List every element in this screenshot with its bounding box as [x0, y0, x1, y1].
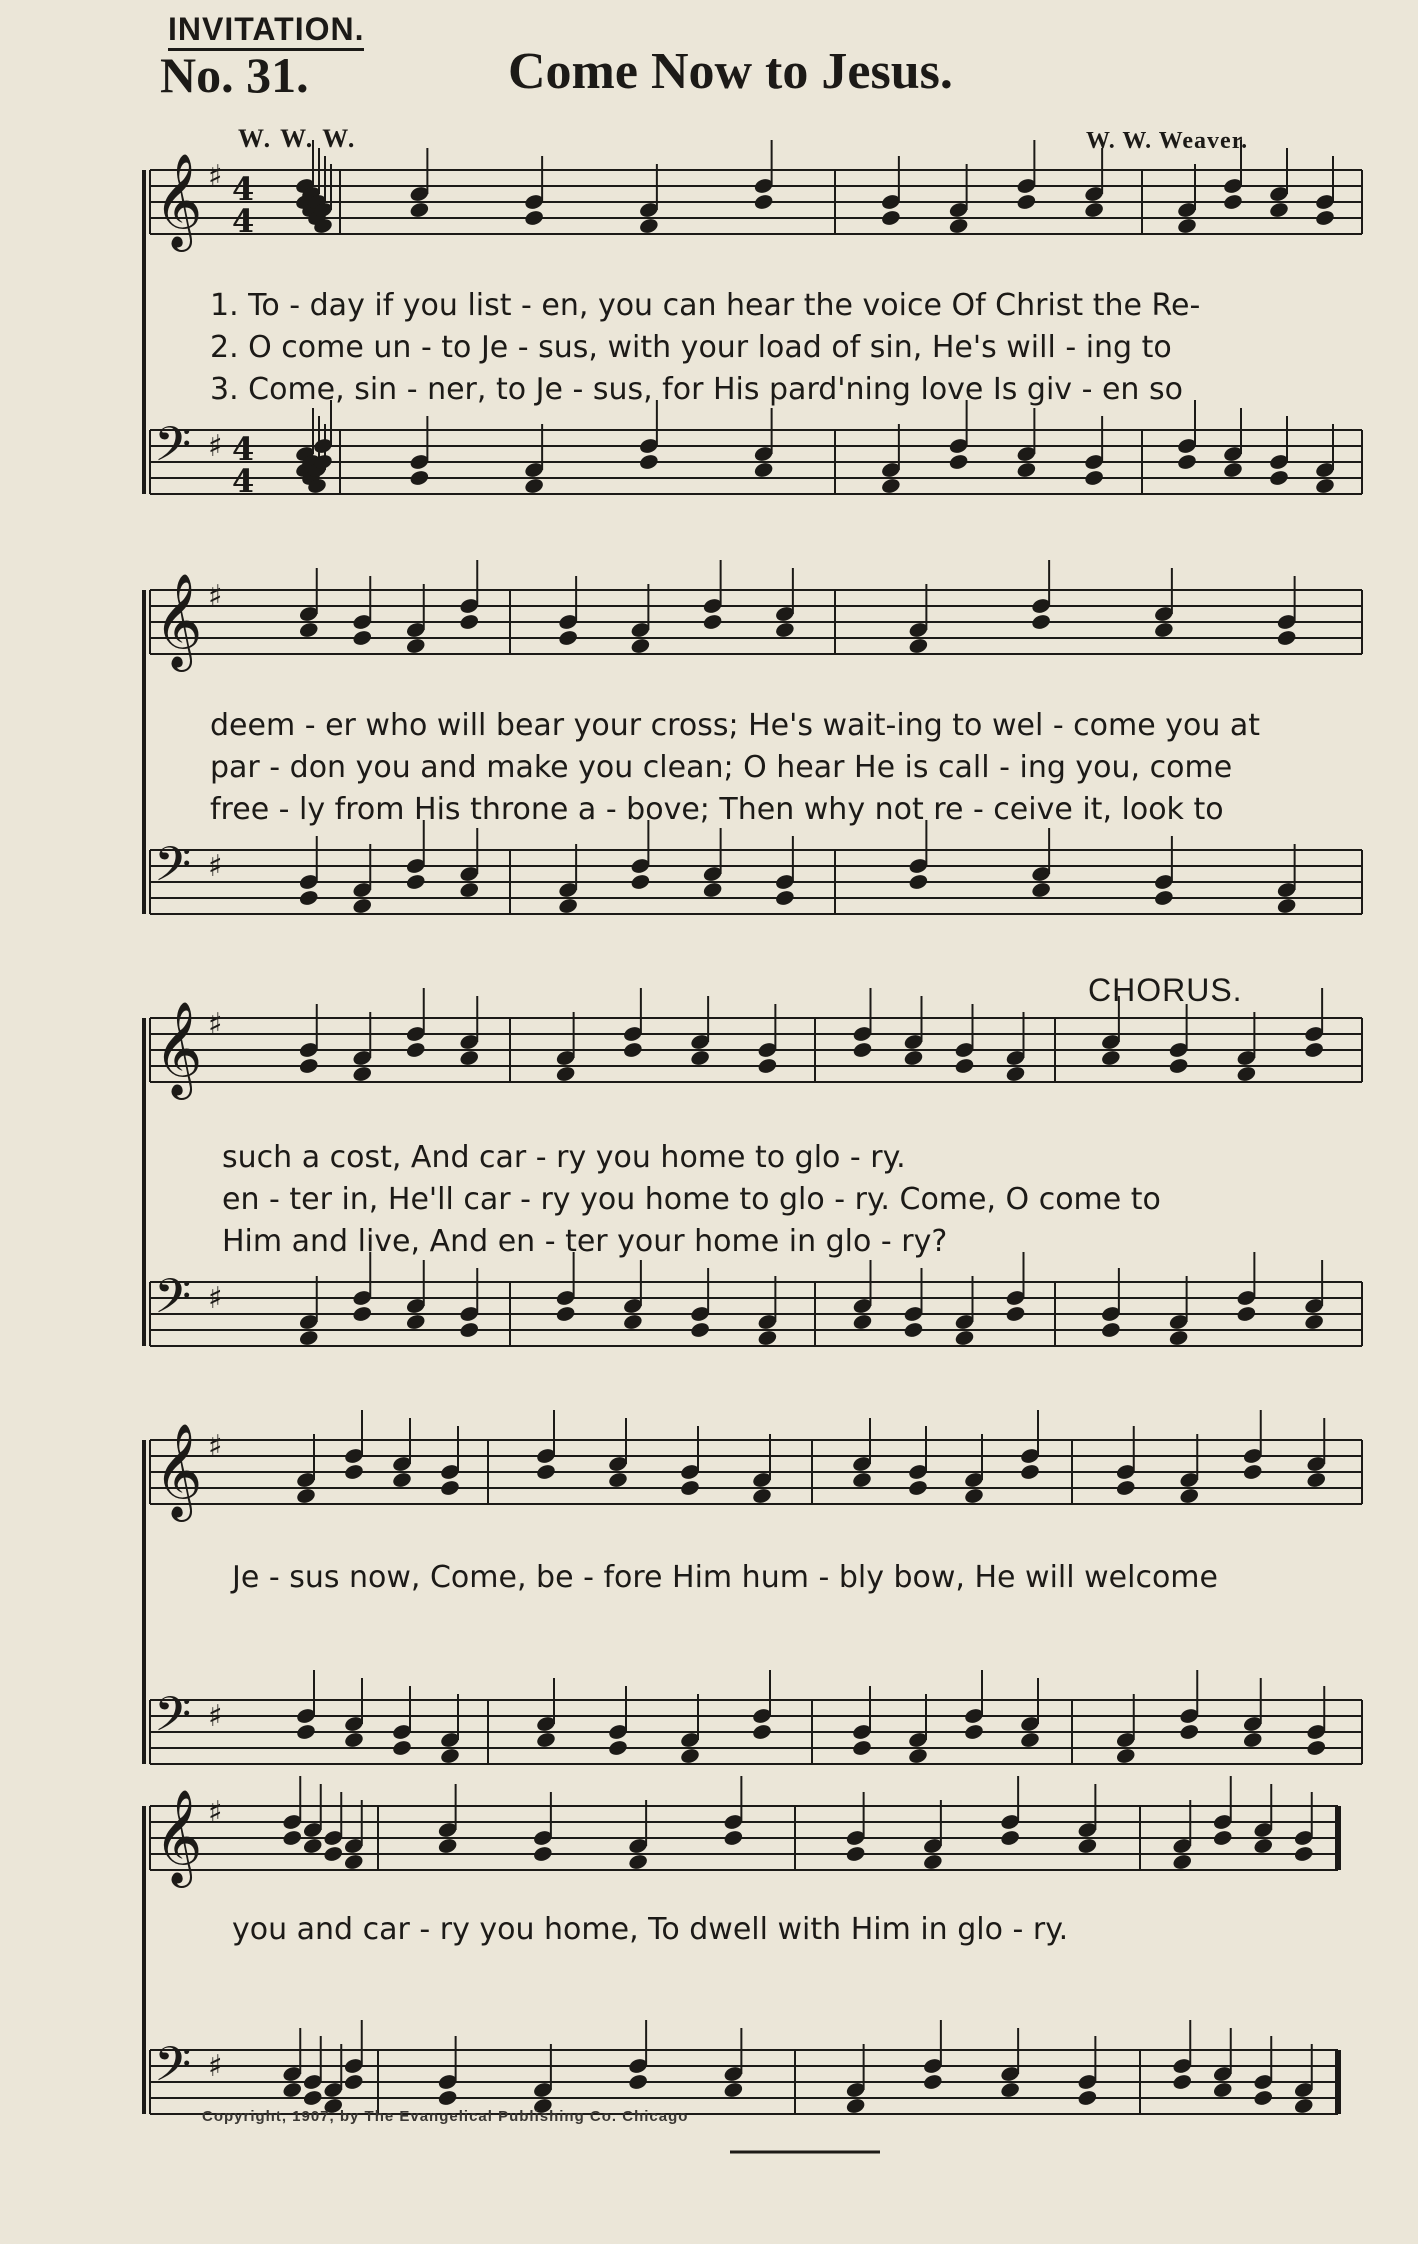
notehead: [922, 2073, 943, 2091]
notehead: [1153, 621, 1174, 639]
notehead: [1306, 1471, 1327, 1489]
notehead: [1306, 1739, 1327, 1757]
notehead: [391, 1739, 412, 1757]
key-signature-sharp: ♯: [208, 579, 223, 614]
notehead: [903, 1049, 924, 1067]
treble-clef: 𝄞: [154, 573, 203, 668]
notehead: [922, 1853, 943, 1871]
notehead: [1176, 453, 1197, 471]
notehead: [1276, 629, 1297, 647]
notehead: [1030, 881, 1051, 899]
notehead: [523, 477, 544, 495]
notehead: [298, 621, 319, 639]
key-signature-sharp: ♯: [208, 1795, 223, 1830]
notehead: [638, 217, 659, 235]
lyric-verse1-line3: such a cost, And car - ry you home to glo - ry.: [222, 1140, 906, 1175]
notehead: [689, 1049, 710, 1067]
notehead: [1303, 1313, 1324, 1331]
notehead: [1176, 217, 1197, 235]
notehead: [607, 1739, 628, 1757]
notehead: [1172, 2073, 1193, 2091]
notehead: [999, 1829, 1020, 1847]
notehead: [555, 1305, 576, 1323]
notehead: [1030, 613, 1051, 631]
notehead: [352, 629, 373, 647]
notehead: [963, 1723, 984, 1741]
notehead: [679, 1747, 700, 1765]
notehead: [751, 1487, 772, 1505]
music-attribution: W. W. Weaver.: [1086, 128, 1249, 154]
notehead: [1222, 461, 1243, 479]
treble-clef: 𝄞: [154, 1789, 203, 1884]
notehead: [1168, 1057, 1189, 1075]
time-signature: 4: [232, 430, 255, 468]
notehead: [343, 1731, 364, 1749]
notehead: [405, 873, 426, 891]
notehead: [343, 2073, 364, 2091]
notehead: [1253, 2089, 1274, 2107]
lyric-verse3-line1: 3. Come, sin - ner, to Je - sus, for His pard'ning love Is giv - en so: [210, 372, 1183, 407]
lyric-verse1-line1: 1. To - day if you list - en, you can hear the voice Of Christ the Re-: [210, 288, 1201, 323]
notehead: [459, 1049, 480, 1067]
notehead: [622, 1313, 643, 1331]
notehead: [907, 1479, 928, 1497]
lyric-verse2-line2: par - don you and make you clean; O hear He is call - ing you, come: [210, 750, 1233, 785]
notehead: [405, 1041, 426, 1059]
lyric-chorus-line1: Je - sus now, Come, be - fore Him hum - bly bow, He will welcome: [232, 1560, 1218, 1595]
notehead: [1242, 1731, 1263, 1749]
notehead: [1005, 1065, 1026, 1083]
notehead: [880, 477, 901, 495]
lyric-verse3-line3: Him and live, And en - ter your home in glo - ry?: [222, 1224, 948, 1259]
notehead: [409, 201, 430, 219]
key-signature-sharp: ♯: [208, 1007, 223, 1042]
notehead: [852, 1041, 873, 1059]
notehead: [753, 461, 774, 479]
notehead: [1212, 2081, 1233, 2099]
notehead: [1212, 1829, 1233, 1847]
notehead: [302, 1837, 323, 1855]
notehead: [1077, 2089, 1098, 2107]
lyric-chorus-line2: you and car - ry you home, To dwell with Him in glo - ry.: [232, 1912, 1069, 1947]
notehead: [907, 1747, 928, 1765]
hymn-title: Come Now to Jesus.: [508, 43, 953, 100]
notehead: [1268, 469, 1289, 487]
notehead: [679, 1479, 700, 1497]
notehead: [1293, 2097, 1314, 2115]
notehead: [557, 897, 578, 915]
hymn-category: INVITATION.: [168, 10, 364, 51]
notehead: [1253, 1837, 1274, 1855]
notehead: [352, 897, 373, 915]
notehead: [607, 1471, 628, 1489]
notehead: [627, 1853, 648, 1871]
notehead: [757, 1329, 778, 1347]
notehead: [409, 469, 430, 487]
notehead: [282, 2081, 303, 2099]
notehead: [437, 1837, 458, 1855]
notehead: [999, 2081, 1020, 2099]
notehead: [439, 1747, 460, 1765]
notehead: [459, 613, 480, 631]
time-signature: 4: [232, 170, 255, 208]
key-signature-sharp: ♯: [208, 429, 223, 464]
notehead: [298, 1329, 319, 1347]
notehead: [1100, 1321, 1121, 1339]
bass-clef: 𝄢: [154, 1268, 192, 1336]
notehead: [723, 2081, 744, 2099]
notehead: [1083, 201, 1104, 219]
bass-clef: 𝄢: [154, 416, 192, 484]
notehead: [523, 209, 544, 227]
notehead: [1276, 897, 1297, 915]
notehead: [1236, 1305, 1257, 1323]
notehead: [1168, 1329, 1189, 1347]
notehead: [405, 1313, 426, 1331]
notehead: [282, 1829, 303, 1847]
notehead: [302, 2089, 323, 2107]
notehead: [908, 637, 929, 655]
notehead: [852, 1313, 873, 1331]
notehead: [702, 613, 723, 631]
notehead: [774, 889, 795, 907]
notehead: [723, 1829, 744, 1847]
notehead: [880, 209, 901, 227]
notehead: [459, 881, 480, 899]
notehead: [954, 1057, 975, 1075]
notehead: [298, 889, 319, 907]
treble-clef: 𝄞: [154, 153, 203, 248]
notehead: [1005, 1305, 1026, 1323]
notehead: [295, 1487, 316, 1505]
words-attribution: W. W. W.: [238, 124, 357, 153]
time-signature: 4: [232, 202, 255, 240]
bass-clef: 𝄢: [154, 2036, 192, 2104]
notehead: [439, 1479, 460, 1497]
notehead: [459, 1321, 480, 1339]
notehead: [757, 1057, 778, 1075]
key-signature-sharp: ♯: [208, 2049, 223, 2084]
key-signature-sharp: ♯: [208, 1699, 223, 1734]
notehead: [774, 621, 795, 639]
bass-clef: 𝄢: [154, 1686, 192, 1754]
notehead: [630, 873, 651, 891]
notehead: [1236, 1065, 1257, 1083]
notehead: [391, 1471, 412, 1489]
lyric-verse3-line2: free - ly from His throne a - bove; Then why not re - ceive it, look to: [210, 792, 1224, 827]
notehead: [555, 1065, 576, 1083]
notehead: [751, 1723, 772, 1741]
notehead: [405, 637, 426, 655]
notehead: [630, 637, 651, 655]
notehead: [1172, 1853, 1193, 1871]
notehead: [903, 1321, 924, 1339]
notehead: [1019, 1463, 1040, 1481]
notehead: [352, 1065, 373, 1083]
bass-clef: 𝄢: [154, 836, 192, 904]
notehead: [1115, 1479, 1136, 1497]
notehead: [343, 1853, 364, 1871]
chorus-label: CHORUS.: [1088, 972, 1243, 1008]
notehead: [437, 2089, 458, 2107]
notehead: [1016, 193, 1037, 211]
notehead: [1100, 1049, 1121, 1067]
notehead: [908, 873, 929, 891]
notehead: [845, 2097, 866, 2115]
notehead: [1314, 477, 1335, 495]
hymn-number: No. 31.: [160, 47, 309, 103]
notehead: [298, 1057, 319, 1075]
key-signature-sharp: ♯: [208, 159, 223, 194]
notehead: [963, 1487, 984, 1505]
notehead: [1242, 1463, 1263, 1481]
notehead: [295, 1723, 316, 1741]
notehead: [689, 1321, 710, 1339]
key-signature-sharp: ♯: [208, 849, 223, 884]
notehead: [1077, 1837, 1098, 1855]
notehead: [352, 1305, 373, 1323]
notehead: [535, 1731, 556, 1749]
notehead: [1179, 1487, 1200, 1505]
notehead: [535, 1463, 556, 1481]
notehead: [557, 629, 578, 647]
notehead: [638, 453, 659, 471]
notehead: [1153, 889, 1174, 907]
notehead: [532, 1845, 553, 1863]
notehead: [1303, 1041, 1324, 1059]
notehead: [753, 193, 774, 211]
notehead: [1019, 1731, 1040, 1749]
notehead: [702, 881, 723, 899]
treble-clef: 𝄞: [154, 1001, 203, 1096]
notehead: [1268, 201, 1289, 219]
notehead: [627, 2073, 648, 2091]
lyric-verse2-line1: 2. O come un - to Je - sus, with your load of sin, He's will - ing to: [210, 330, 1172, 365]
lyric-verse1-line2: deem - er who will bear your cross; He's wait-ing to wel - come you at: [210, 708, 1261, 743]
notehead: [343, 1463, 364, 1481]
notehead: [851, 1471, 872, 1489]
notehead: [622, 1041, 643, 1059]
notehead: [1016, 461, 1037, 479]
notehead: [851, 1739, 872, 1757]
time-signature: 4: [232, 462, 255, 500]
notehead: [1115, 1747, 1136, 1765]
notehead: [948, 217, 969, 235]
notehead: [954, 1329, 975, 1347]
key-signature-sharp: ♯: [208, 1281, 223, 1316]
notehead: [323, 1845, 344, 1863]
copyright-notice: Copyright, 1907, by The Evangelical Publishing Co. Chicago: [202, 2108, 689, 2125]
key-signature-sharp: ♯: [208, 1429, 223, 1464]
notehead: [1314, 209, 1335, 227]
notehead: [948, 453, 969, 471]
notehead: [1222, 193, 1243, 211]
notehead: [1179, 1723, 1200, 1741]
notehead: [845, 1845, 866, 1863]
treble-clef: 𝄞: [154, 1423, 203, 1518]
lyric-verse2-line3: en - ter in, He'll car - ry you home to glo - ry. Come, O come to: [222, 1182, 1161, 1217]
notehead: [1083, 469, 1104, 487]
notehead: [1293, 1845, 1314, 1863]
